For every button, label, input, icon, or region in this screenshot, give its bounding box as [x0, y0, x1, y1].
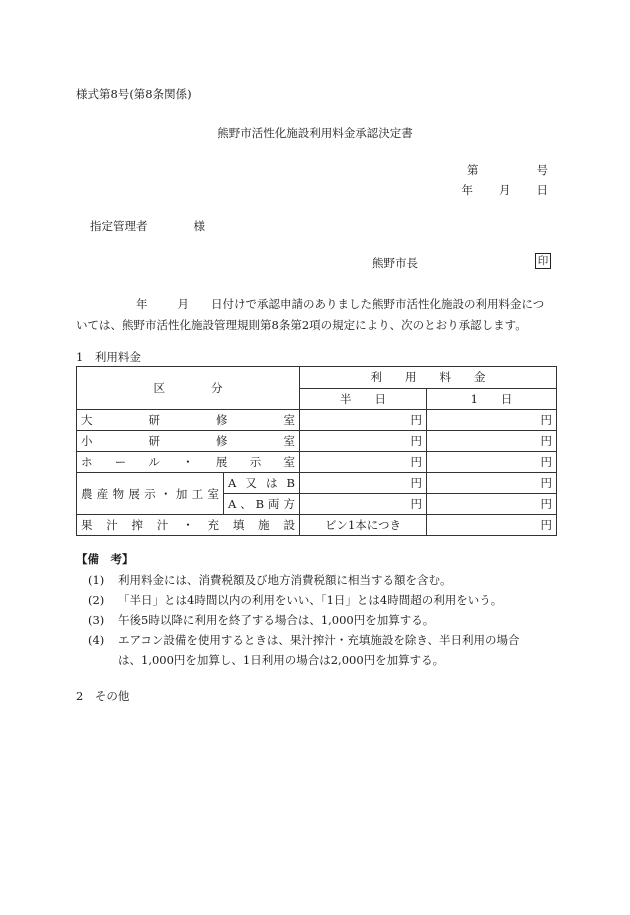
document-number-line — [467, 162, 548, 178]
recipient-name: 指定管理者 — [90, 219, 148, 233]
notes-heading: 【備 考】 — [76, 552, 134, 566]
table-row: 農産物展示・加工室 A又はB 円 円 — [77, 473, 557, 494]
table-row: 小研修室 円 円 — [77, 431, 557, 452]
document-title: 熊野市活性化施設利用料金承認決定書 — [217, 126, 413, 140]
recipient-line — [90, 218, 205, 234]
form-number: 様式第8号(第8条関係) — [76, 87, 192, 101]
doc-number-suffix: 号 — [536, 163, 548, 177]
table-row: A、B両方 円 円 — [77, 494, 557, 515]
body-text — [76, 294, 556, 336]
fee-table — [76, 366, 557, 536]
body-line-2: いては、熊野市活性化施設管理規則第8条第2項の規定により、次のとおり承認します。 — [76, 318, 527, 332]
seal-mark: 印 — [535, 253, 551, 269]
issuer-name: 熊野市長 — [372, 256, 418, 270]
header-fee: 利 用 料 金 — [300, 367, 557, 389]
header-full-day: 1 日 — [427, 388, 557, 410]
note-item: (3) 午後5時以降に利用を終了する場合は、1,000円を加算する。 — [88, 613, 435, 627]
date-line — [462, 182, 549, 198]
note-item: (1) 利用料金には、消費税額及び地方消費税額に相当する額を含む。 — [88, 573, 452, 587]
doc-number-prefix: 第 — [467, 163, 479, 177]
table-row: ホール・展示室 円 円 — [77, 452, 557, 473]
date-year: 年 — [461, 183, 473, 197]
recipient-honorific: 様 — [193, 219, 205, 233]
table-row: 果汁搾汁・充填施設 ビン1本につき 円 — [77, 515, 557, 536]
header-half-day: 半 日 — [300, 388, 427, 410]
body-line-1: 年 月 日付けで承認申請のありました熊野市活性化施設の利用料金につ — [136, 297, 545, 311]
date-month: 月 — [499, 183, 511, 197]
table-row: 大研修室 円 円 — [77, 410, 557, 431]
date-day: 日 — [536, 183, 548, 197]
header-division: 区 分 — [77, 367, 300, 410]
note-item: (2) 「半日」とは4時間以内の利用をいい、「1日」とは4時間超の利用をいう。 — [88, 593, 503, 607]
section-1-heading: 1 利用料金 — [76, 350, 141, 364]
group-name: 農産物展示・加工室 — [77, 473, 224, 515]
section-2-heading: 2 その他 — [76, 689, 130, 703]
note-item: (4) エアコン設備を使用するときは、果汁搾汁・充填施設を除き、半日利用の場合 — [88, 633, 520, 647]
note-item-continuation: は、1,000円を加算し、1日利用の場合は2,000円を加算する。 — [118, 653, 445, 667]
